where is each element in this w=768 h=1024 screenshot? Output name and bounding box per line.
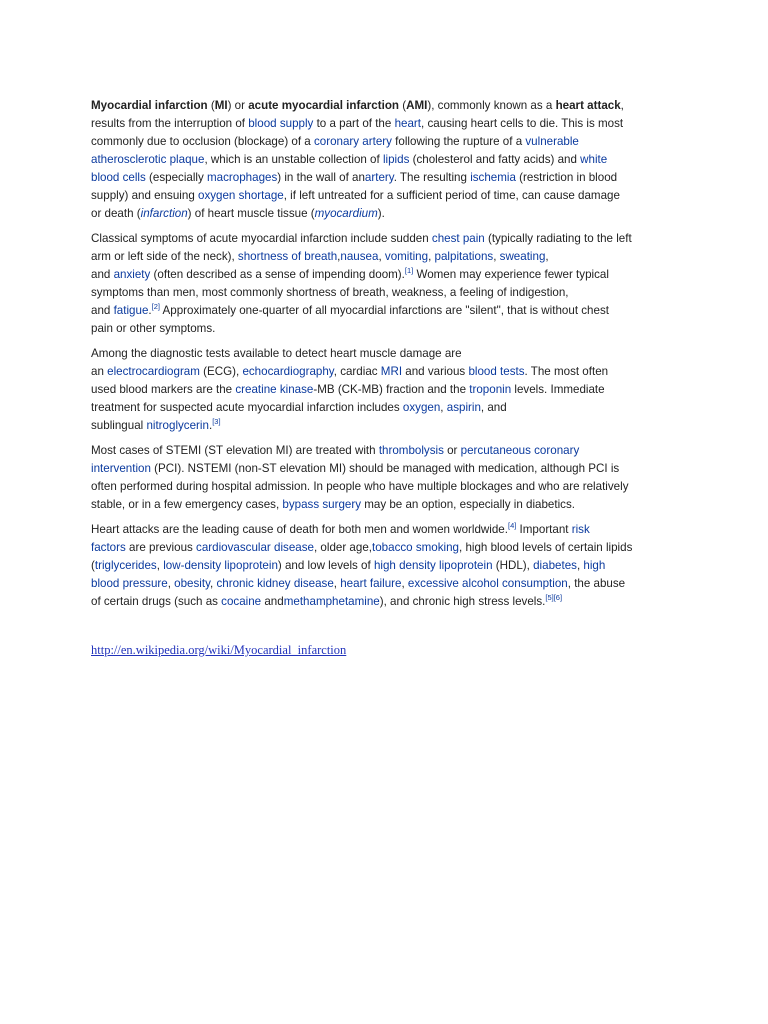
article-link[interactable]: myocardium — [314, 207, 378, 220]
body-text: , if left untreated for a sufficient period of time, can cause damage or death ( — [91, 189, 620, 220]
citation-ref[interactable]: [4] — [507, 521, 517, 530]
article-link[interactable]: creatine kinase — [235, 383, 314, 396]
body-text: , — [333, 577, 341, 590]
body-text: ( — [207, 99, 215, 112]
article-link[interactable]: risk factors — [91, 523, 590, 554]
article-link[interactable]: heart failure — [340, 577, 402, 590]
article-link[interactable]: triglycerides — [94, 559, 157, 572]
article-link[interactable]: ischemia — [470, 171, 516, 184]
body-text: , results from the interruption of — [91, 99, 624, 130]
article-link[interactable]: methamphetamine — [283, 595, 380, 608]
paragraph-risk-factors — [91, 521, 681, 611]
paragraph-diagnosis — [91, 345, 681, 435]
body-text: ), commonly known as a — [427, 99, 556, 112]
paragraph-definition — [91, 97, 681, 223]
article-link[interactable]: cocaine — [221, 595, 262, 608]
body-text: (PCI). NSTEMI (non-ST elevation MI) should be managed with medication, although PCI is often performed during hospital admission. In people who have multiple blockages and who are relatively stable, or in a few emergency cases, — [91, 462, 629, 511]
article-link[interactable]: aspirin — [446, 401, 481, 414]
body-text: (HDL), — [492, 559, 534, 572]
body-text: following the rupture of a — [391, 135, 526, 148]
body-text: . — [148, 304, 152, 317]
paragraph-treatment — [91, 442, 681, 514]
body-text: , — [156, 559, 164, 572]
article-link[interactable]: electrocardiogram — [107, 365, 200, 378]
body-text: to a part of the — [313, 117, 395, 130]
body-text: ( — [398, 99, 407, 112]
body-text: ) and low levels of — [277, 559, 374, 572]
body-text: , and — [91, 250, 549, 281]
article-link[interactable]: troponin — [469, 383, 512, 396]
body-text: , older age, — [313, 541, 372, 554]
body-text: . The resulting — [393, 171, 471, 184]
body-text: Among the diagnostic tests available to detect heart muscle damage are an — [91, 347, 462, 378]
body-text: (ECG), — [199, 365, 243, 378]
article-link[interactable]: excessive alcohol consumption — [407, 577, 568, 590]
body-text: , — [401, 577, 408, 590]
bold-term: heart attack — [555, 99, 621, 112]
citation-ref[interactable]: [5][6] — [545, 593, 563, 602]
body-text: , — [337, 250, 341, 263]
body-text: Most cases of STEMI (ST elevation MI) are treated with — [91, 444, 379, 457]
body-text: levels. Immediate treatment for suspected acute myocardial infarction includes — [91, 383, 605, 414]
article-link[interactable]: sweating — [499, 250, 546, 263]
bold-term: acute myocardial infarction — [248, 99, 399, 112]
citation-ref[interactable]: [3] — [212, 417, 221, 426]
bold-term: Myocardial infarction — [91, 99, 208, 112]
citation-ref[interactable]: [1] — [404, 266, 414, 275]
article-link[interactable]: palpitations — [434, 250, 494, 263]
article-link[interactable]: nitroglycerin — [146, 419, 209, 432]
source-link[interactable]: http://en.wikipedia.org/wiki/Myocardial_infarction — [91, 643, 347, 657]
article-link[interactable]: oxygen — [402, 401, 441, 414]
article-link[interactable]: infarction — [140, 207, 188, 220]
body-text: ) or — [227, 99, 249, 112]
body-text: , — [210, 577, 217, 590]
article-body — [91, 97, 681, 618]
body-text: (often described as a sense of impending doom). — [150, 268, 405, 281]
body-text: or — [443, 444, 461, 457]
article-link[interactable]: white blood cells — [91, 153, 608, 184]
body-text: are previous — [125, 541, 197, 554]
article-link[interactable]: artery — [364, 171, 394, 184]
paragraph-symptoms — [91, 230, 681, 338]
body-text: (typically radiating to the left arm or left side of the neck), — [91, 232, 632, 263]
article-link[interactable]: chest pain — [431, 232, 485, 245]
article-link[interactable]: diabetes — [533, 559, 577, 572]
article-link[interactable]: vomiting — [384, 250, 429, 263]
article-link[interactable]: blood tests — [468, 365, 525, 378]
body-text: (especially — [145, 171, 208, 184]
bold-term: MI — [214, 99, 228, 112]
article-link[interactable]: chronic kidney disease — [216, 577, 334, 590]
article-link[interactable]: lipids — [382, 153, 410, 166]
article-link[interactable]: percutaneous coronary intervention — [91, 444, 580, 475]
article-link[interactable]: shortness of breath — [237, 250, 338, 263]
article-link[interactable]: low-density lipoprotein — [163, 559, 278, 572]
article-link[interactable]: high density lipoprotein — [373, 559, 493, 572]
body-text: may be an option, especially in diabetics. — [361, 498, 575, 511]
body-text: , cardiac — [333, 365, 381, 378]
body-text: , causing heart cells to die. This is most commonly due to occlusion (blockage) of a — [91, 117, 624, 148]
article-link[interactable]: blood supply — [248, 117, 314, 130]
body-text: , the abuse of certain drugs (such as — [91, 577, 626, 608]
body-text: Approximately one-quarter of all myocardial infarctions are "silent", that is without chest pain or other symptoms. — [91, 304, 609, 335]
article-link[interactable]: nausea — [340, 250, 379, 263]
article-link[interactable]: fatigue — [113, 304, 149, 317]
body-text: , — [576, 559, 584, 572]
article-link[interactable]: MRI — [380, 365, 403, 378]
body-text: (restriction in blood supply) and ensuing — [91, 171, 618, 202]
article-link[interactable]: echocardiography — [242, 365, 334, 378]
article-link[interactable]: thrombolysis — [378, 444, 444, 457]
body-text: , which is an unstable collection of — [204, 153, 383, 166]
body-text: ) in the wall of an — [277, 171, 365, 184]
article-link[interactable]: coronary artery — [313, 135, 392, 148]
body-text: ), and chronic high stress levels. — [379, 595, 546, 608]
body-text: Important — [516, 523, 572, 536]
article-link[interactable]: obesity — [174, 577, 211, 590]
body-text: (cholesterol and fatty acids) and — [409, 153, 581, 166]
article-link[interactable]: bypass surgery — [282, 498, 362, 511]
bold-term: AMI — [406, 99, 428, 112]
article-link[interactable]: macrophages — [207, 171, 278, 184]
body-text: , — [428, 250, 435, 263]
body-text: ) of heart muscle tissue ( — [187, 207, 315, 220]
body-text: , — [493, 250, 500, 263]
article-link[interactable]: oxygen shortage — [198, 189, 284, 202]
body-text: Heart attacks are the leading cause of death for both men and women worldwide. — [91, 523, 508, 536]
article-link[interactable]: vulnerable atherosclerotic plaque — [91, 135, 579, 166]
body-text: Classical symptoms of acute myocardial infarction include sudden — [91, 232, 432, 245]
body-text: . — [208, 419, 213, 432]
body-text: ). — [377, 207, 385, 220]
body-text: and — [261, 595, 284, 608]
article-link[interactable]: high blood pressure — [91, 559, 606, 590]
body-text: , — [378, 250, 385, 263]
body-text: , and sublingual — [91, 401, 507, 432]
citation-ref[interactable]: [2] — [151, 302, 160, 311]
article-link[interactable]: anxiety — [113, 268, 151, 281]
article-link[interactable]: tobacco smoking — [372, 541, 459, 554]
body-text: , high blood levels of certain lipids ( — [91, 541, 633, 572]
body-text: , — [167, 577, 175, 590]
body-text: Women may experience fewer typical symptoms than men, most commonly shortness of breath, weakness, a feeling of indigestion, and — [91, 268, 609, 317]
body-text: . The most often used blood markers are the — [91, 365, 609, 396]
article-link[interactable]: cardiovascular disease — [196, 541, 314, 554]
body-text: , — [440, 401, 447, 414]
body-text: -MB (CK-MB) fraction and the — [313, 383, 470, 396]
body-text: and various — [402, 365, 469, 378]
article-link[interactable]: heart — [394, 117, 421, 130]
